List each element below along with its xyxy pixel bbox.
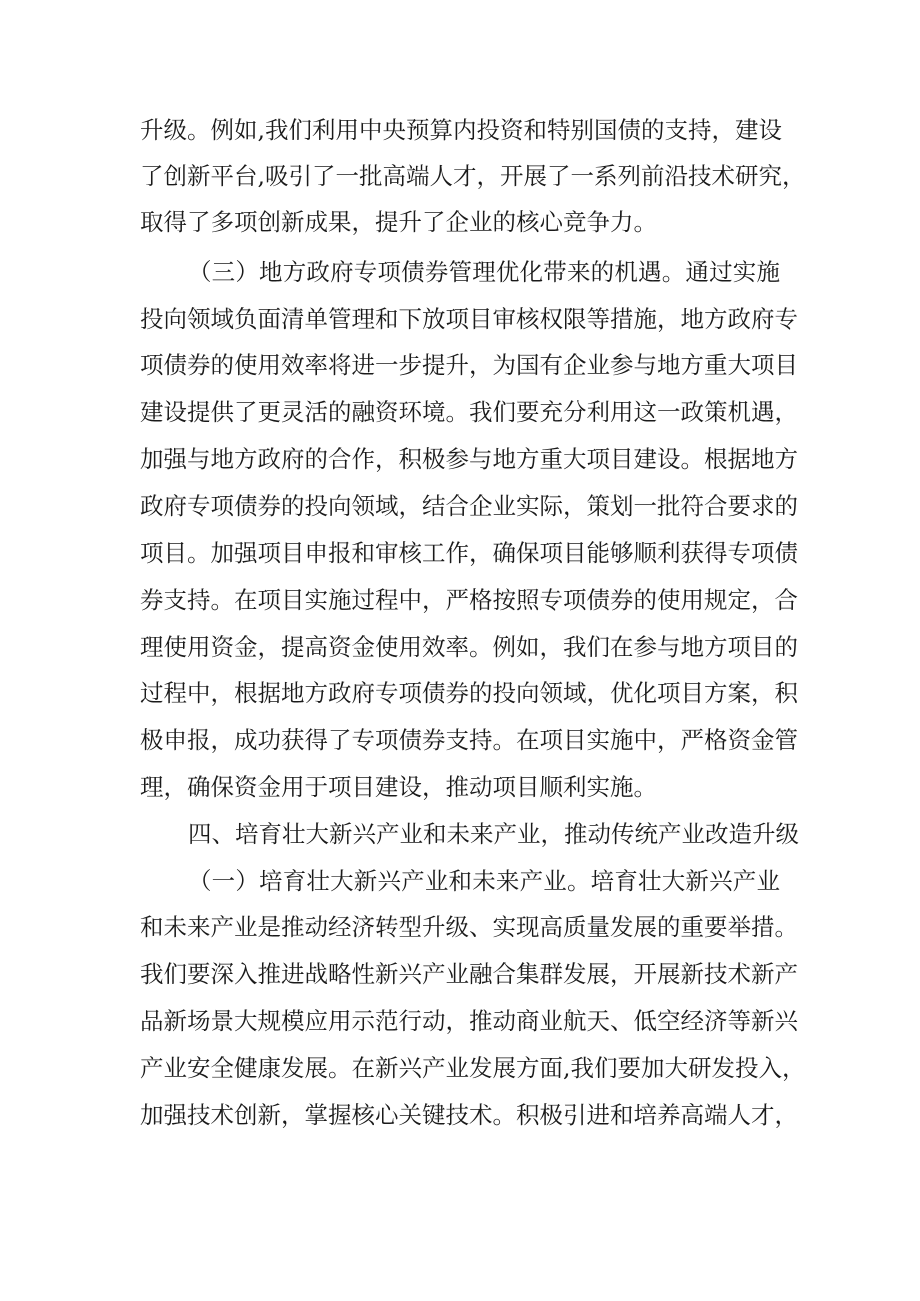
text-line: 项债券的使用效率将进一步提升，为国有企业参与地方重大项目 — [140, 351, 798, 379]
text-line: 理，确保资金用于项目建设，推动项目顺利实施。 — [140, 773, 657, 801]
text-line: 加强与地方政府的合作，积极参与地方重大项目建设。根据地方 — [140, 445, 798, 473]
chapter-heading-4: 四、培育壮大新兴产业和未来产业，推动传统产业改造升级 — [188, 820, 799, 848]
text-line: 加强技术创新，掌握核心关键技术。积极引进和培养高端人才， — [140, 1101, 798, 1129]
text-line: 我们要深入推进战略性新兴产业融合集群发展，开展新技术新产 — [140, 960, 798, 988]
text-line: 建设提供了更灵活的融资环境。我们要充分利用这一政策机遇， — [140, 398, 798, 426]
text-line: 极申报，成功获得了专项债券支持。在项目实施中，严格资金管 — [140, 726, 798, 754]
text-line: 和未来产业是推动经济转型升级、实现高质量发展的重要举措。 — [140, 913, 798, 941]
section-heading-1: （一）培育壮大新兴产业和未来产业。培育壮大新兴产业 — [188, 867, 780, 895]
text-line: 升级。例如,我们利用中央预算内投资和特别国债的支持，建设 — [140, 116, 782, 144]
text-line: 取得了多项创新成果，提升了企业的核心竞争力。 — [140, 208, 657, 236]
text-line: 产业安全健康发展。在新兴产业发展方面,我们要加大研发投入， — [140, 1054, 806, 1082]
text-line: 过程中，根据地方政府专项债券的投向领域，优化项目方案，积 — [140, 679, 798, 707]
text-line: 政府专项债券的投向领域，结合企业实际，策划一批符合要求的 — [140, 492, 798, 520]
text-line: 理使用资金，提高资金使用效率。例如，我们在参与地方项目的 — [140, 633, 798, 661]
text-line: 品新场景大规模应用示范行动，推动商业航天、低空经济等新兴 — [140, 1007, 798, 1035]
text-line: 了创新平台,吸引了一批高端人才，开展了一系列前沿技术研究， — [140, 162, 806, 190]
section-heading-3: （三）地方政府专项债券管理优化带来的机遇。通过实施 — [188, 258, 780, 286]
text-line: 投向领域负面清单管理和下放项目审核权限等措施，地方政府专 — [140, 305, 798, 333]
text-line: 券支持。在项目实施过程中，严格按照专项债券的使用规定，合 — [140, 586, 798, 614]
text-line: 项目。加强项目申报和审核工作，确保项目能够顺利获得专项债 — [140, 539, 798, 567]
